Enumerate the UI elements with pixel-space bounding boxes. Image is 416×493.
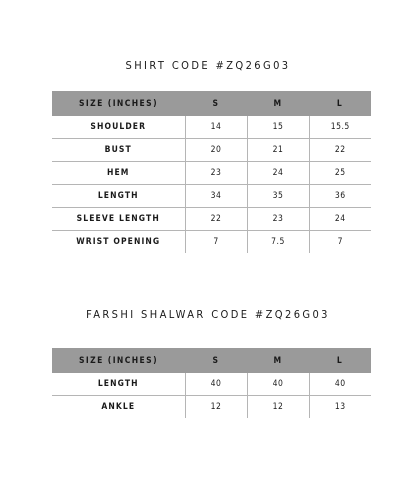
size-value: 40 [309,373,371,396]
column-header: M [247,348,309,373]
size-value: 12 [247,396,309,419]
table-row [52,139,371,162]
size-value: 7 [337,237,343,247]
measurement-label: SLEEVE LENGTH [52,208,185,231]
table-row [52,231,371,254]
size-value: 14 [185,116,247,139]
shirt-size-title: SHIRT CODE #ZQ26G03 [125,59,291,72]
size-value: 23 [185,162,247,185]
column-header: S [185,91,247,116]
size-value: 21 [247,139,309,162]
table-header-row [52,91,371,116]
table-row [52,396,371,419]
measurement-label: LENGTH [52,373,185,396]
size-value: 7 [185,231,247,254]
size-value: 7.5 [247,231,309,254]
size-value: 36 [309,185,371,208]
size-value: 15 [247,116,309,139]
size-value: 24 [247,162,309,185]
size-value: 15.5 [309,116,371,139]
size-value: 13 [334,402,346,412]
table-row [52,208,371,231]
column-header: SIZE (INCHES) [52,91,185,116]
size-value: 25 [309,162,371,185]
measurement-label: WRIST OPENING [52,231,185,254]
size-value: 22 [309,139,371,162]
size-value: 12 [185,396,247,419]
size-value: 40 [247,373,309,396]
column-header: L [309,348,371,373]
size-value: 23 [247,208,309,231]
table-row [52,162,371,185]
measurement-label: BUST [52,139,185,162]
measurement-label: HEM [52,162,185,185]
table-header-row [52,348,371,373]
size-value: 24 [309,208,371,231]
size-value: 22 [185,208,247,231]
shalwar-size-table [52,348,371,418]
size-value: 40 [185,373,247,396]
table-row [52,185,371,208]
column-header: L [309,91,371,116]
shirt-size-table [52,91,371,253]
size-value: 35 [247,185,309,208]
column-header: M [247,91,309,116]
table-row [52,116,371,139]
measurement-label: SHOULDER [52,116,185,139]
column-header: S [185,348,247,373]
size-value: 20 [185,139,247,162]
measurement-label: ANKLE [52,396,185,419]
shalwar-size-title: FARSHI SHALWAR CODE #ZQ26G03 [86,308,330,321]
table-row [52,373,371,396]
column-header: SIZE (INCHES) [52,348,185,373]
size-value: 34 [185,185,247,208]
measurement-label: LENGTH [52,185,185,208]
